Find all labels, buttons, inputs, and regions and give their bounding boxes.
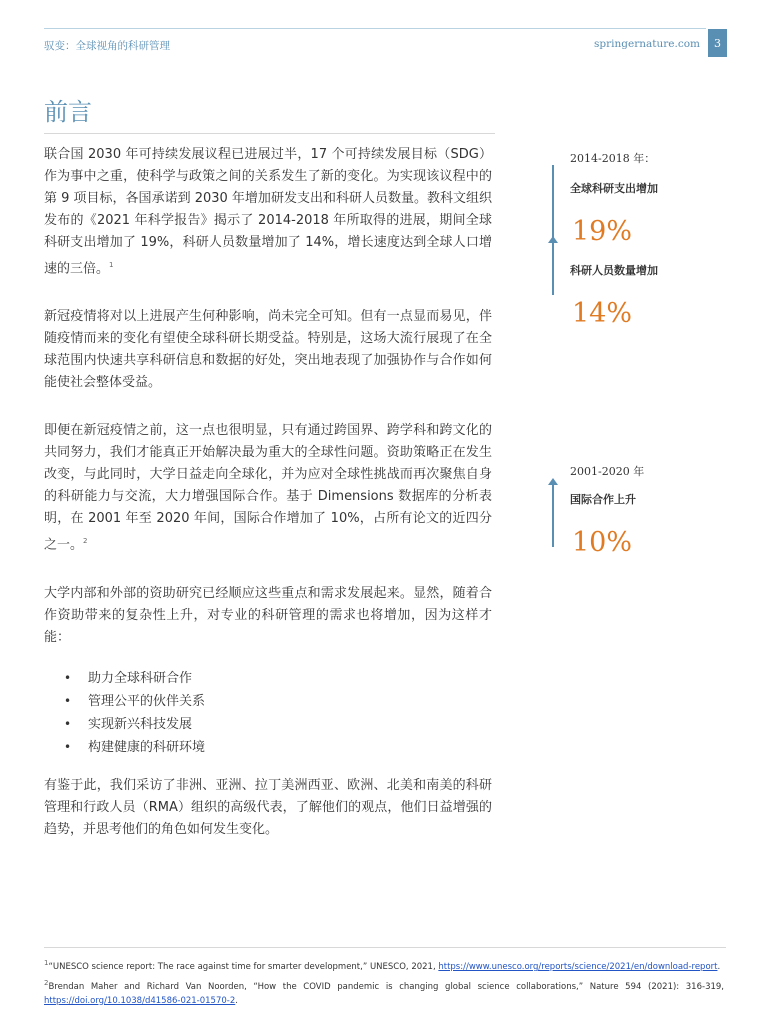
footnote-marker: 2	[44, 978, 49, 987]
footnote-link[interactable]: https://doi.org/10.1038/d41586-021-01570-2	[44, 995, 236, 1006]
list-item: • 构建健康的科研环境	[44, 736, 492, 759]
footnote-ref[interactable]: 2	[83, 537, 88, 546]
sidebar-stat-value: 10%	[572, 527, 633, 558]
sidebar-timeline-line-2	[552, 481, 554, 547]
paragraph-text: 联合国 2030 年可持续发展议程已进展过半，17 个可持续发展目标（SDG）作为事中之重，使科学与政策之间的关系发生了新的变化。为实现该议程中的第 9 项目标，各国承诺到 2030 年增加研发支出和科研人员数量。教科文组织发布的《2021 年科学报告》揭示了 2014-2018 年所取得的进展，期间全球科研支出增加了 19%，科研人员数量增加了 14%，增长速度达到全球人口增速的三倍。	[44, 147, 492, 277]
sidebar-period-1: 2014-2018 年：	[570, 152, 656, 165]
sidebar-stat-value: 19%	[572, 216, 633, 247]
up-arrow-icon	[548, 236, 558, 243]
list-item: • 助力全球科研合作	[44, 667, 492, 690]
sidebar-period-2: 2001-2020 年	[570, 465, 645, 478]
title-rule	[44, 133, 495, 134]
sidebar-timeline-line-1	[552, 165, 554, 295]
paragraph-covid: 新冠疫情将对以上进展产生何种影响，尚未完全可知。但有一点显而易见，伴随疫情而来的变化有望使全球科研长期受益。特别是，这场大流行展现了在全球范围内快速共享科研信息和数据的好处，突出地表现了加强协作与合作如何能使社会整体受益。	[44, 309, 492, 391]
sidebar-stat-label: 国际合作上升	[570, 493, 636, 506]
footnote-text: Brendan Maher and Richard Van Noorden, “How the COVID pandemic is changing global science collaborations,” Nature 594 (2021): 316-319,	[48, 981, 724, 992]
bullet-list	[44, 667, 492, 759]
sidebar-stat-label: 科研人员数量增加	[570, 264, 658, 277]
footnote-marker: 1	[44, 959, 49, 967]
site-link[interactable]: springernature.com	[594, 38, 700, 50]
footnote-rule	[44, 947, 726, 948]
footnote-item	[44, 956, 724, 974]
up-arrow-icon	[548, 478, 558, 485]
page-title: 前言	[44, 98, 92, 126]
running-header-title: 驭变：全球视角的科研管理	[44, 40, 170, 52]
footnote-ref[interactable]: 1	[109, 261, 114, 269]
footnote-link[interactable]: https://www.unesco.org/reports/science/2021/en/download-report	[438, 961, 718, 972]
paragraph-collaboration	[44, 420, 492, 556]
footnote-item	[44, 976, 724, 1008]
list-item: • 管理公平的伙伴关系	[44, 690, 492, 713]
footnote-end: .	[717, 961, 721, 972]
footnote-text: “UNESCO science report: The race against time for smarter development,” UNESCO, 2021,	[48, 961, 439, 972]
paragraph-funding: 大学内部和外部的资助研究已经顺应这些重点和需求发展起来。显然，随着合作资助带来的复杂性上升，对专业的科研管理的需求也将增加，因为这样才能：	[44, 585, 492, 645]
page-number-badge: 3	[708, 29, 727, 57]
header-rule	[44, 28, 706, 29]
paragraph-text: 即便在新冠疫情之前，这一点也很明显，只有通过跨国界、跨学科和跨文化的共同努力，我们才能真正开始解决最为重大的全球性问题。资助策略正在发生改变，与此同时，大学日益走向全球化，并为应对全球性挑战而再次聚焦自身的科研能力与交流，大力增强国际合作。基于 Dimensions 数据库的分析表明，在 2001 年至 2020 年间，国际合作增加了 10%，占所有论文的近四分之一。	[44, 423, 492, 553]
main-body	[44, 144, 492, 867]
footnotes	[44, 956, 724, 1010]
footnote-end: .	[235, 995, 238, 1006]
list-item: • 实现新兴科技发展	[44, 713, 492, 736]
paragraph-intro	[44, 144, 492, 280]
sidebar-stat-value: 14%	[572, 298, 633, 329]
paragraph-closing: 有鉴于此，我们采访了非洲、亚洲、拉丁美洲西亚、欧洲、北美和南美的科研管理和行政人员（RMA）组织的高级代表，了解他们的观点，他们日益增强的趋势，并思考他们的角色如何发生变化。	[44, 777, 492, 837]
sidebar-stat-label: 全球科研支出增加	[570, 182, 658, 195]
